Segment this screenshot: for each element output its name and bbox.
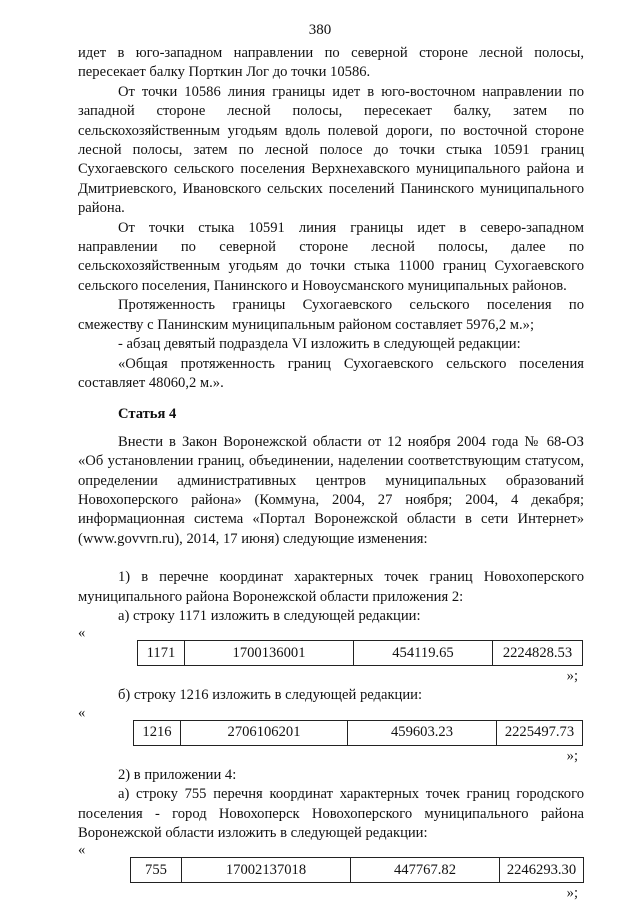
list-item: б) строку 1216 изложить в следующей редакции:	[118, 687, 423, 704]
coordinate-table	[137, 640, 583, 666]
quote-close: »;	[566, 668, 578, 685]
list-item: а) строку 1171 изложить в следующей редакции:	[118, 607, 421, 624]
table-cell: 2246293.30	[500, 858, 584, 883]
quote-close: »;	[566, 885, 578, 902]
article-intro: Внести в Закон Воронежской области от 12 ноября 2004 года № 68-ОЗ «Об установлении границ, объединении, наделении соответствующим статусом, определении административных центров муниципальных образований Новохоперского района» (Коммуна, 2004, 27 ноября; 2004, 4 декабря; информационная система «Портал Воронежской области в сети Интернет» (www.govvrn.ru), 2014, 17 июня) следующие изменения:	[78, 433, 584, 547]
paragraph: От точки стыка 10591 линия границы идет в северо-западном направлении по северной стороне лесной полосы, далее по сельскохозяйственным угодьям до точки стыка 11000 границ Сухогаевского сельского поселения, Панинского и Новоусманского муниципальных районов.	[78, 219, 584, 294]
table-cell: 1700136001	[185, 641, 354, 666]
page-number: 380	[308, 22, 332, 38]
paragraph: Протяженность границы Сухогаевского сельского поселения по смежеству с Панинским муниципальным районом составляет 5976,2 м.»;	[78, 297, 584, 333]
list-item: 2) в приложении 4:	[118, 766, 237, 783]
table-cell: 454119.65	[354, 641, 493, 666]
table-cell: 17002137018	[182, 858, 351, 883]
table-cell: 2706106201	[181, 720, 348, 745]
table-cell: 2224828.53	[493, 641, 583, 666]
paragraph: От точки 10586 линия границы идет в юго-восточном направлении по западной стороне лесной полосы, пересекает балку, затем по сельскохозяйственным угодьям вдоль полевой дороги, по восточной стороне лесной полосы, затем по лесной полосе до точки стыка 10591 границ Сухогаевского сельского поселения Верхнехавского муниципального района и Дмитриевского, Ивановского сельских поселений Панинского муниципального района.	[78, 83, 584, 217]
table-row	[131, 858, 584, 883]
document-body	[78, 44, 584, 903]
quote-open: «	[78, 704, 86, 721]
table-row	[138, 641, 583, 666]
quote-open: «	[78, 842, 86, 859]
paragraph: «Общая протяженность границ Сухогаевского сельского поселения составляет 48060,2 м.».	[78, 355, 584, 391]
list-item: 1) в перечне координат характерных точек границ Новохоперского муниципального района Воронежской области приложения 2:	[78, 569, 584, 605]
table-cell: 1216	[134, 720, 181, 745]
table-cell: 2225497.73	[497, 720, 583, 745]
table-row	[134, 720, 583, 745]
table-cell: 755	[131, 858, 182, 883]
table-cell: 1171	[138, 641, 185, 666]
article-title: Статья 4	[118, 406, 177, 423]
paragraph: - абзац девятый подраздела VI изложить в следующей редакции:	[118, 336, 521, 353]
coordinate-table	[130, 857, 584, 883]
quote-close: »;	[566, 747, 578, 764]
list-item: а) строку 755 перечня координат характерных точек границ городского поселения - город Новохоперск Новохоперского муниципального района Воронежской области изложить в следующей редакции:	[78, 786, 584, 841]
coordinate-table	[133, 720, 583, 746]
table-cell: 459603.23	[348, 720, 497, 745]
paragraph: идет в юго-западном направлении по северной стороне лесной полосы, пересекает балку Порткин Лог до точки 10586.	[78, 45, 584, 81]
table-cell: 447767.82	[351, 858, 500, 883]
quote-open: «	[78, 625, 86, 642]
